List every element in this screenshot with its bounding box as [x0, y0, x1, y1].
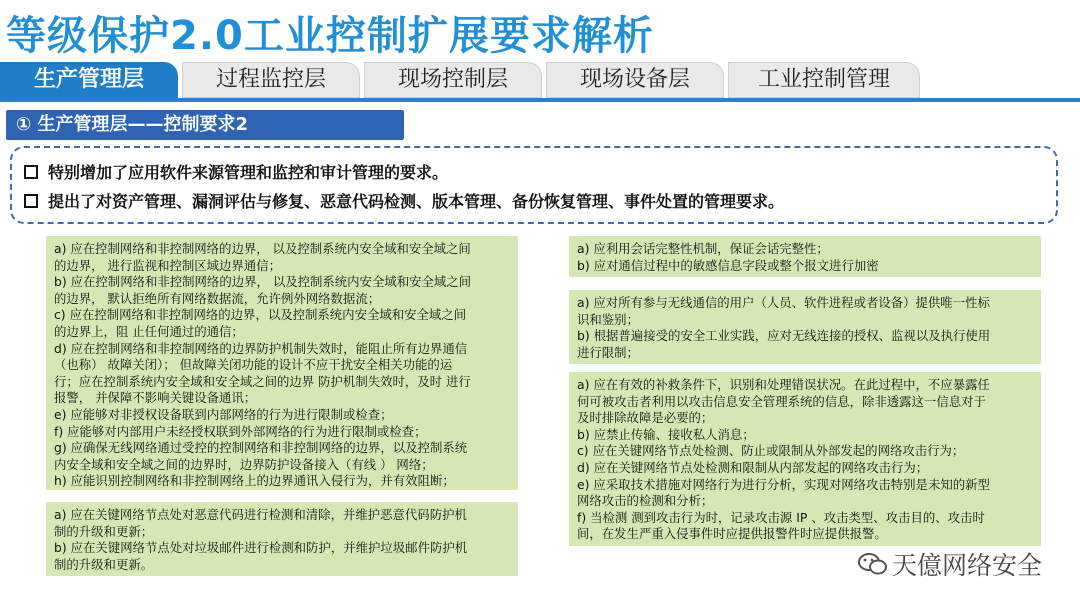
- text-line: 报警， 并保障不影响关键设备通讯；: [54, 390, 257, 406]
- watermark-text: 天億网络安全: [892, 551, 1043, 580]
- summary-item: 特别增加了应用软件来源管理和监控和审计管理的要求。: [24, 158, 1044, 187]
- text-line: 制的升级和更新。: [54, 556, 154, 572]
- text-line: c) 应在关键网络节点处检测、防止或限制从外部发起的网络攻击行为；: [577, 443, 965, 459]
- malware-protection-box: [46, 502, 518, 576]
- text-line: 网络攻击的检测和分析；: [577, 493, 714, 509]
- tab-divider: [0, 98, 1080, 102]
- text-line: d) 应在控制网络和非控制网络的边界防护机制失效时，能阻止所有边界通信: [54, 340, 468, 356]
- intrusion-prevention-box: [569, 372, 1041, 546]
- square-bullet-icon: [24, 165, 38, 179]
- watermark: [858, 546, 1042, 582]
- text-line: 识和鉴别；: [577, 311, 639, 327]
- text-line: 及时排除故障是必要的；: [577, 410, 714, 426]
- text-line: （也称） 故障关闭）； 但故障关闭功能的设计不应干扰安全相关功能的运: [54, 357, 453, 373]
- tab-process-monitoring[interactable]: 过程监控层: [182, 62, 360, 98]
- tab-bar: [0, 62, 1080, 98]
- text-line: 内安全域和安全域之间的边界时，边界防护设备接入（有线 ） 网络；: [54, 456, 434, 472]
- text-line: f) 应能够对内部用户未经授权联到外部网络的行为进行限制或检查；: [54, 423, 427, 439]
- text-line: b) 应在控制网络和非控制网络的边界， 以及控制系统内安全域和安全域之间: [54, 274, 472, 290]
- text-line: 行；应在控制系统内安全域和安全域之间的边界 防护机制失效时，及时 进行: [54, 373, 471, 389]
- boundary-protection-box: [46, 236, 518, 490]
- wireless-access-box: [569, 290, 1041, 364]
- text-line: a) 应利用会话完整性机制，保证会话完整性；: [577, 241, 829, 256]
- square-bullet-icon: [24, 194, 38, 208]
- tab-field-device[interactable]: 现场设备层: [546, 62, 724, 98]
- text-line: 的边界上，阻 止任何通过的通信；: [54, 323, 244, 339]
- text-line: b) 应禁止传输、接收私人消息；: [577, 426, 755, 442]
- text-line: 的边界， 进行监视和控制区域边界通信；: [54, 257, 281, 273]
- section-header: ① 生产管理层——控制要求2: [6, 110, 404, 140]
- text-line: 进行限制；: [577, 344, 639, 360]
- text-line: h) 应能识别控制网络和非控制网络上的边界通讯入侵行为，并有效阻断；: [54, 473, 455, 489]
- text-line: a) 应在关键网络节点处对恶意代码进行检测和清除，并维护恶意代码防护机: [54, 507, 467, 522]
- text-line: a) 应在控制网络和非控制网络的边界， 以及控制系统内安全域和安全域之间: [54, 241, 471, 256]
- text-line: b) 根据普遍接受的安全工业实践，应对无线连接的授权、监视以及执行使用: [577, 328, 991, 344]
- tab-industrial-control-management[interactable]: 工业控制管理: [728, 62, 920, 98]
- text-line: 间，在发生严重入侵事件时应提供报警件时应提供报警。: [577, 526, 887, 542]
- text-line: 何可被攻击者利用以攻击信息安全管理系统的信息，除非透露这一信息对于: [577, 393, 986, 409]
- text-line: e) 应采取技术措施对网络行为进行分析，实现对网络攻击特别是未知的新型: [577, 476, 990, 492]
- text-line: b) 应对通信过程中的敏感信息字段或整个报文进行加密: [577, 257, 879, 273]
- page-title: 等级保护2.0工业控制扩展要求解析: [6, 13, 654, 59]
- tab-field-control[interactable]: 现场控制层: [364, 62, 542, 98]
- summary-item: 提出了对资产管理、漏洞评估与修复、恶意代码检测、版本管理、备份恢复管理、事件处置的管理要求。: [24, 187, 1044, 216]
- text-line: b) 应在关键网络节点处对垃圾邮件进行检测和防护，并维护垃圾邮件防护机: [54, 540, 468, 556]
- summary-box: [10, 146, 1058, 224]
- text-line: a) 应对所有参与无线通信的用户（人员、软件进程或者设备）提供唯一性标: [577, 295, 990, 310]
- text-line: g) 应确保无线网络通过受控的控制网络和非控制网络的边界，以及控制系统: [54, 440, 468, 456]
- tab-production-management[interactable]: 生产管理层: [0, 62, 178, 98]
- text-line: c) 应在控制网络和非控制网络的边界，以及控制系统内安全域和安全域之间: [54, 307, 467, 323]
- session-integrity-box: [569, 236, 1041, 277]
- text-line: e) 应能够对非授权设备联到内部网络的行为进行限制或检查；: [54, 406, 393, 422]
- text-line: f) 当检测 测到攻击行为时，记录攻击源 IP 、攻击类型、攻击目的、攻击时: [577, 509, 985, 525]
- text-line: 的边界， 默认拒绝所有网络数据流，允许例外网络数据流；: [54, 290, 381, 306]
- text-line: a) 应在有效的补救条件下，识别和处理错误状况。在此过程中，不应暴露任: [577, 377, 990, 392]
- text-line: d) 应在关键网络节点处检测和限制从内部发起的网络攻击行为；: [577, 459, 929, 475]
- wechat-icon: [858, 552, 888, 582]
- text-line: 制的升级和更新；: [54, 523, 154, 539]
